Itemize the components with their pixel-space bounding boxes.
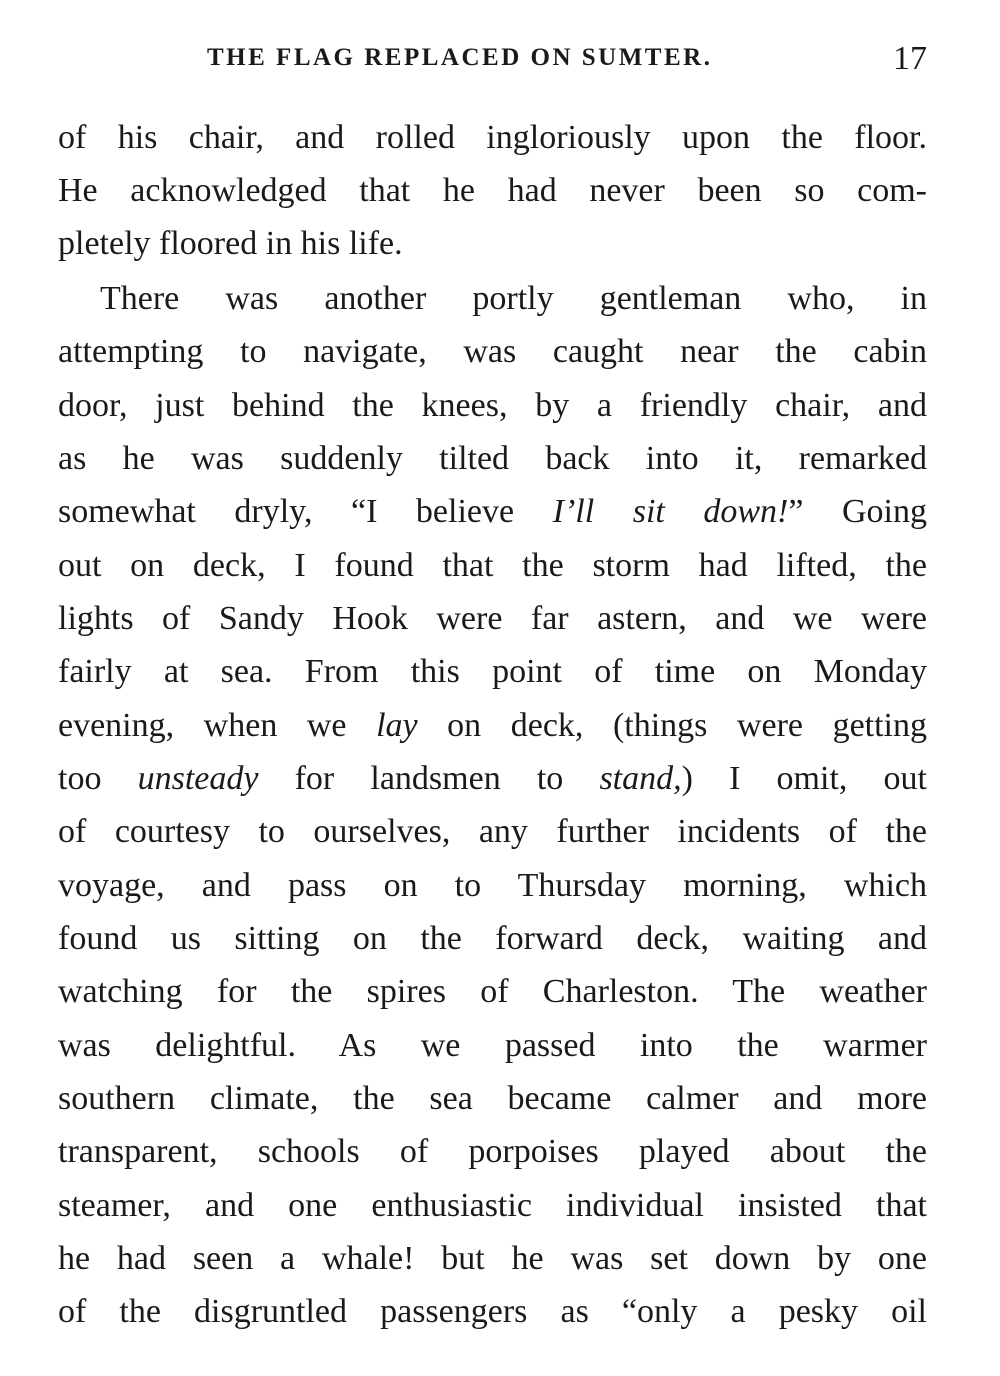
text-line: of the disgruntled passengers as “only a pesky oil [58,1293,927,1330]
text-run: somewhat dryly, “I believe [58,493,553,530]
text-run: on deck, (things were getting [417,707,927,744]
text-line: out on deck, I found that the storm had lifted, the [58,547,927,584]
text-line: of his chair, and rolled ingloriously upon the floor. [58,119,927,156]
text-run: ” Going [788,493,927,530]
text-line: pletely floored in his life. [58,225,403,262]
text-line [58,492,927,532]
text-line: was delightful. As we passed into the warmer [58,1027,927,1064]
text-line [58,706,927,746]
text-line: found us sitting on the forward deck, waiting and [58,920,927,957]
text-run: for landsmen to [258,760,600,797]
text-line: lights of Sandy Hook were far astern, and we were [58,600,927,637]
text-line: He acknowledged that he had never been so com- [58,172,927,209]
text-line: he had seen a whale! but he was set down by one [58,1240,927,1277]
text-line [58,759,927,799]
text-line: of courtesy to ourselves, any further incidents of the [58,813,927,850]
paragraph-first-line: There was another portly gentleman who, in [100,280,927,317]
text-line: attempting to navigate, was caught near the cabin [58,333,927,370]
text-line: watching for the spires of Charleston. The weather [58,973,927,1010]
italic-run: lay [376,707,418,744]
text-run: too [58,760,138,797]
italic-run: I’ll sit down! [552,493,789,530]
text-line: as he was suddenly tilted back into it, remarked [58,440,927,477]
text-line: fairly at sea. From this point of time on Monday [58,653,927,690]
text-run: evening, when we [58,707,377,744]
page-number: 17 [893,40,927,77]
text-line: steamer, and one enthusiastic individual insisted that [58,1187,927,1224]
text-run: ) I omit, out [681,760,927,797]
italic-run: unsteady [137,760,259,797]
text-line: voyage, and pass on to Thursday morning, which [58,867,927,904]
italic-run: stand, [599,760,682,797]
text-line: southern climate, the sea became calmer and more [58,1080,927,1117]
running-head [0,40,1000,80]
text-line: transparent, schools of porpoises played about the [58,1133,927,1170]
text-line: door, just behind the knees, by a friendly chair, and [58,387,927,424]
running-title: THE FLAG REPLACED ON SUMTER. [207,44,713,71]
